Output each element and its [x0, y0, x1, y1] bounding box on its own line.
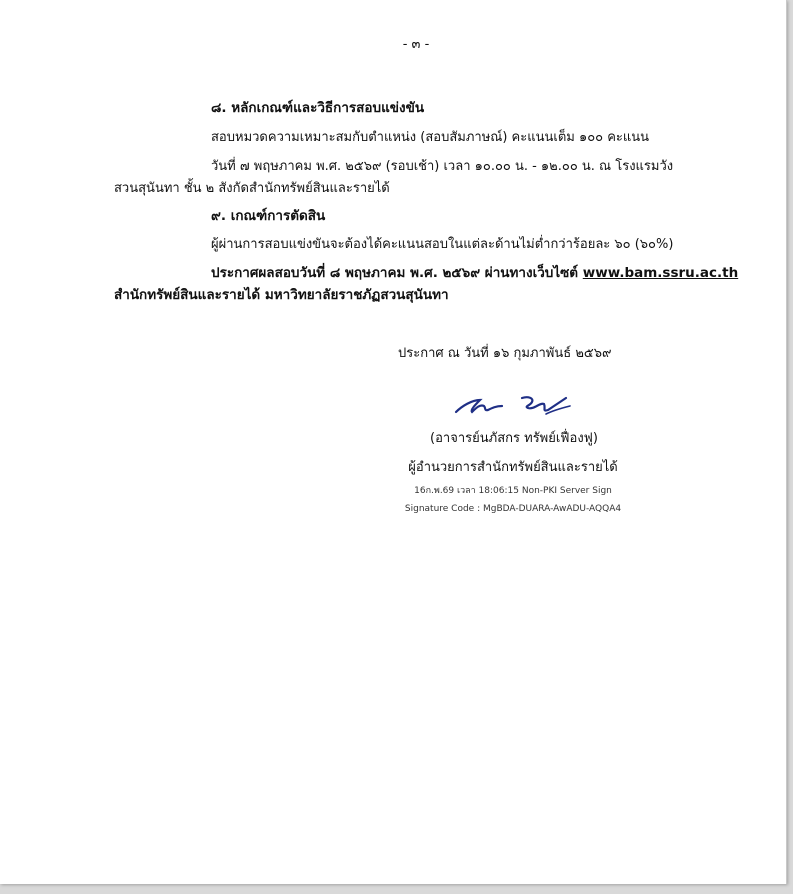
- section-8-heading: ๘. หลักเกณฑ์และวิธีการสอบแข่งขัน: [211, 100, 425, 116]
- section-8-line-3: สวนสุนันทา ชั้น ๒ สังกัดสำนักทรัพย์สินและรายได้: [114, 181, 390, 196]
- signature-image: [450, 384, 578, 428]
- section-8-line-2: วันที่ ๗ พฤษภาคม พ.ศ. ๒๕๖๙ (รอบเช้า) เวลา ๑๐.๐๐ น. - ๑๒.๐๐ น. ณ โรงแรมวัง: [211, 159, 674, 174]
- announced-date: ประกาศ ณ วันที่ ๑๖ กุมภาพันธ์ ๒๕๖๙: [398, 346, 612, 361]
- section-8-line-1: สอบหมวดความเหมาะสมกับตำแหน่ง (สอบสัมภาษณ์) คะแนนเต็ม ๑๐๐ คะแนน: [211, 130, 650, 145]
- page-number: - ๓ -: [402, 37, 430, 52]
- announcement-line-1: [211, 267, 738, 281]
- section-9-line-1: ผู้ผ่านการสอบแข่งขันจะต้องได้คะแนนสอบในแต่ละด้านไม่ต่ำกว่าร้อยละ ๖๐ (๖๐%): [211, 237, 674, 252]
- announcement-text: ประกาศผลสอบวันที่ ๘ พฤษภาคม พ.ศ. ๒๕๖๙ ผ่านทางเว็บไซต์: [211, 265, 579, 281]
- signer-name: (อาจารย์นภัสกร ทรัพย์เฟื่องฟู): [430, 431, 598, 446]
- sign-timestamp: 16ก.พ.69 เวลา 18:06:15 Non-PKI Server Sign: [414, 486, 612, 496]
- signature-code: Signature Code : MgBDA-DUARA-AwADU-AQQA4: [404, 504, 622, 514]
- website-link[interactable]: www.bam.ssru.ac.th: [582, 265, 739, 281]
- section-9-heading: ๙. เกณฑ์การตัดสิน: [211, 208, 326, 224]
- announcement-line-2: สำนักทรัพย์สินและรายได้ มหาวิทยาลัยราชภัฏสวนสุนันทา: [114, 287, 449, 303]
- signer-position: ผู้อำนวยการสำนักทรัพย์สินและรายได้: [408, 460, 618, 475]
